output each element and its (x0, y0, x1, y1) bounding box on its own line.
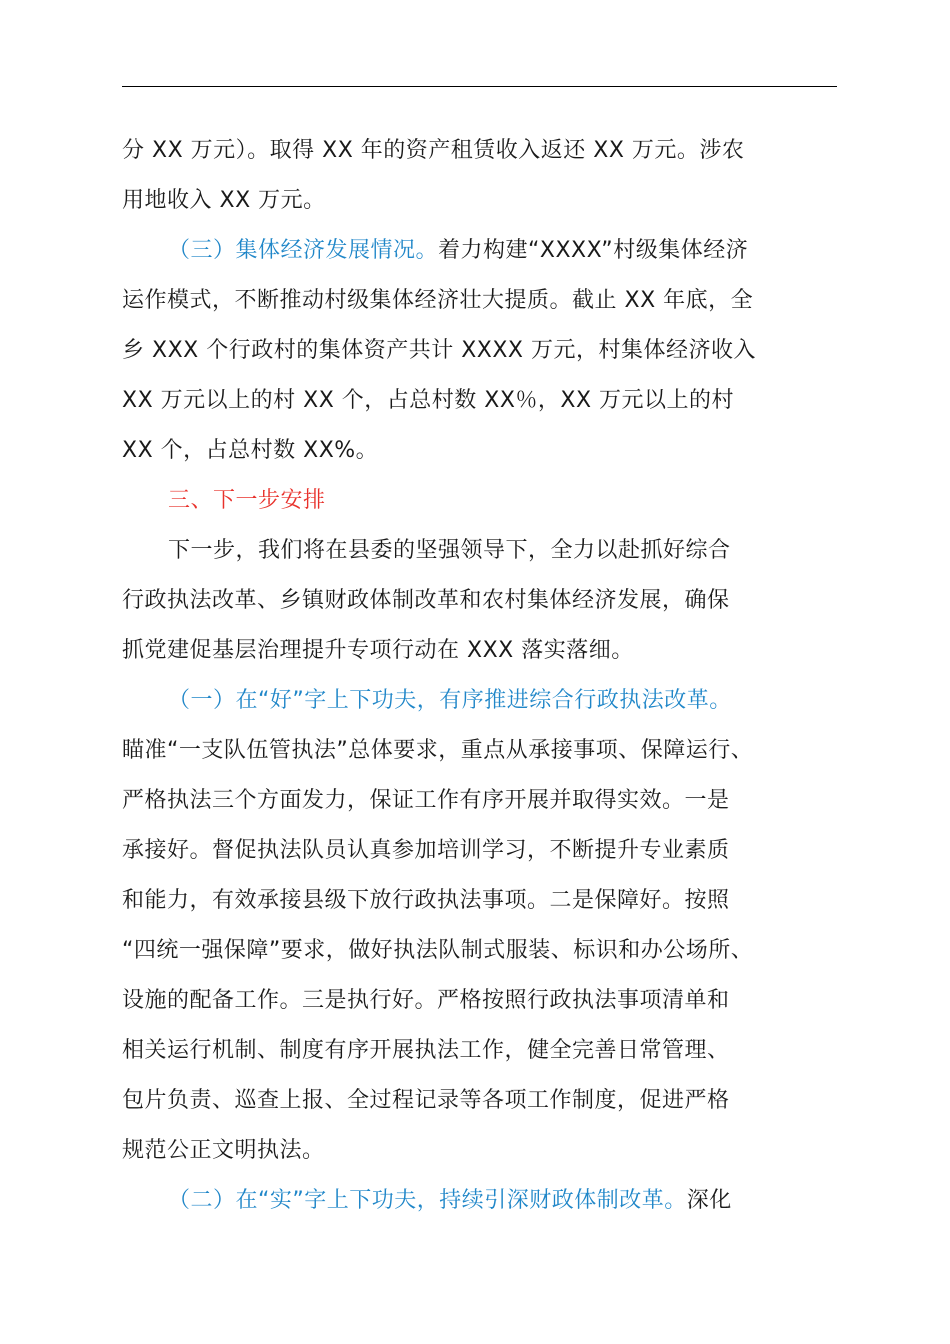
body-text: 相关运行机制、制度有序开展执法工作，健全完善日常管理、 (122, 1038, 730, 1063)
text-line (122, 476, 837, 526)
text-line (122, 526, 837, 576)
body-text: 着力构建“XXXX”村级集体经济 (438, 238, 749, 263)
body-text: 设施的配备工作。三是执行好。严格按照行政执法事项清单和 (122, 988, 730, 1013)
body-text: 瞄准“一支队伍管执法”总体要求，重点从承接事项、保障运行、 (122, 738, 754, 763)
section-heading: 三、下一步安排 (168, 488, 326, 513)
text-line (122, 676, 837, 726)
subheading-text: （二）在“实”字上下功夫，持续引深财政体制改革。 (168, 1188, 687, 1213)
text-line (122, 626, 837, 676)
text-line (122, 826, 837, 876)
text-line (122, 1176, 837, 1226)
body-text: XX 个，占总村数 XX%。 (122, 438, 379, 463)
text-line (122, 926, 837, 976)
text-line (122, 876, 837, 926)
body-text: 用地收入 XX 万元。 (122, 188, 326, 213)
body-text: 规范公正文明执法。 (122, 1138, 325, 1163)
text-line (122, 176, 837, 226)
text-line (122, 226, 837, 276)
body-text: 下一步，我们将在县委的坚强领导下，全力以赴抓好综合 (168, 538, 731, 563)
text-line (122, 1026, 837, 1076)
body-text: 行政执法改革、乡镇财政体制改革和农村集体经济发展，确保 (122, 588, 730, 613)
body-text: “四统一强保障”要求，做好执法队制式服装、标识和办公场所、 (122, 938, 754, 963)
subheading-text: （三）集体经济发展情况。 (168, 238, 439, 263)
text-line (122, 576, 837, 626)
body-text: 运作模式，不断推动村级集体经济壮大提质。截止 XX 年底，全 (122, 288, 754, 313)
body-text: 包片负责、巡查上报、全过程记录等各项工作制度，促进严格 (122, 1088, 730, 1113)
text-line (122, 1126, 837, 1176)
text-line (122, 1076, 837, 1126)
text-line (122, 276, 837, 326)
text-line (122, 426, 837, 476)
body-text: 严格执法三个方面发力，保证工作有序开展并取得实效。一是 (122, 788, 730, 813)
body-text: 抓党建促基层治理提升专项行动在 XXX 落实落细。 (122, 638, 634, 663)
subheading-text: （一）在“好”字上下功夫，有序推进综合行政执法改革。 (168, 688, 732, 713)
text-line (122, 376, 837, 426)
text-line (122, 976, 837, 1026)
body-text: 分 XX 万元）。取得 XX 年的资产租赁收入返还 XX 万元。涉农 (122, 138, 745, 163)
body-text: 深化 (686, 1188, 732, 1213)
body-text: 和能力，有效承接县级下放行政执法事项。二是保障好。按照 (122, 888, 730, 913)
text-line (122, 776, 837, 826)
text-line (122, 726, 837, 776)
body-text: 乡 XXX 个行政村的集体资产共计 XXXX 万元，村集体经济收入 (122, 338, 756, 363)
document-body (122, 126, 837, 1226)
body-text: 承接好。督促执法队员认真参加培训学习，不断提升专业素质 (122, 838, 730, 863)
body-text: XX 万元以上的村 XX 个，占总村数 XX％，XX 万元以上的村 (122, 388, 735, 413)
text-line (122, 326, 837, 376)
text-line (122, 126, 837, 176)
header-rule (122, 86, 837, 87)
